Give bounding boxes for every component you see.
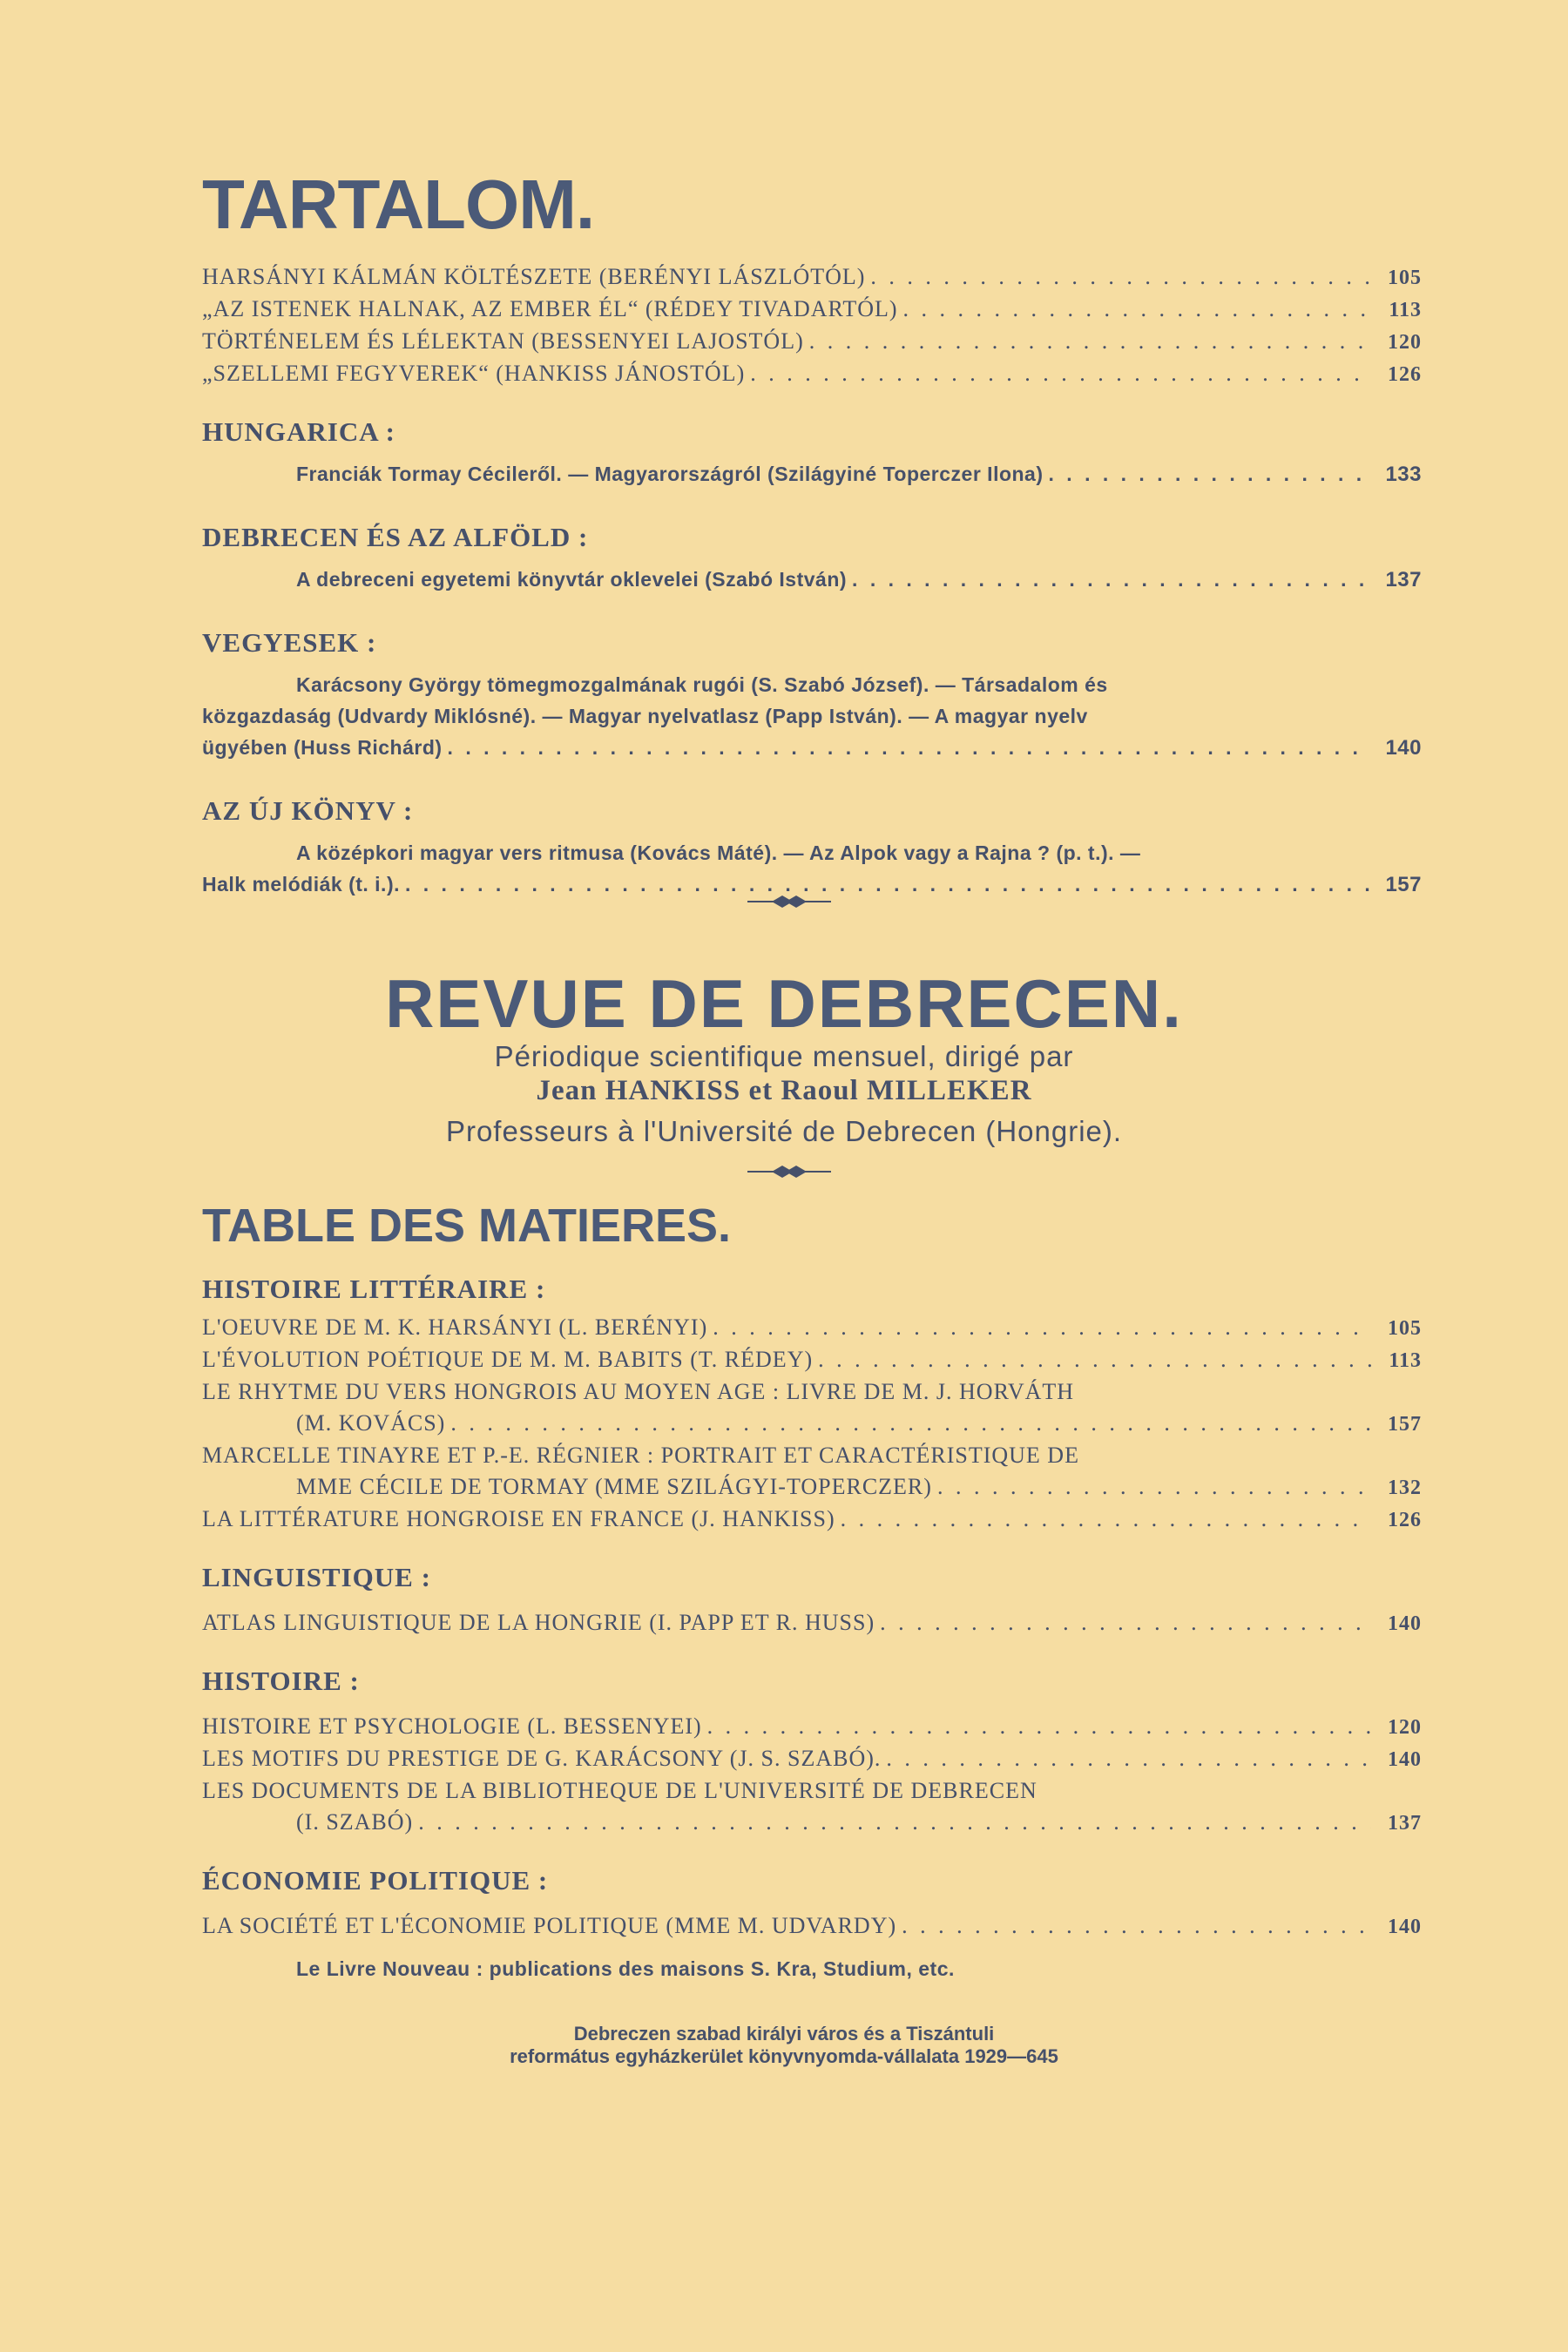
toc-entry [202, 358, 1422, 390]
vegyesek-line: közgazdaság (Udvardy Miklósné). — Magyar nyelvatlasz (Papp István). — A magyar nyelv [202, 705, 1088, 727]
entry-page: 140 [1388, 1748, 1422, 1771]
entry-page: 105 [1388, 1317, 1422, 1340]
entry-title-line: LES DOCUMENTS DE LA BIBLIOTHEQUE DE L'UNIVERSITÉ DE DEBRECEN [202, 1778, 1037, 1803]
entry-title: Franciák Tormay Cécileről. — Magyarországról (Szilágyiné Toperczer Ilona) [296, 463, 1044, 485]
livre-nouveau-label: Le Livre Nouveau : [296, 1957, 483, 1980]
toc-entry [202, 1607, 1422, 1639]
section-heading-uj-konyv: AZ ÚJ KÖNYV : [202, 795, 414, 826]
section-heading-linguistique: LINGUISTIQUE : [202, 1562, 431, 1592]
toc-entry [202, 294, 1422, 326]
toc-entry [202, 732, 1422, 764]
entry-title: LA SOCIÉTÉ ET L'ÉCONOMIE POLITIQUE (MME M. UDVARDY) [202, 1913, 897, 1938]
entry-title-line: MARCELLE TINAYRE ET P.-E. RÉGNIER : PORTRAIT ET CARACTÉRISTIQUE DE [202, 1443, 1079, 1468]
toc-entry [202, 1504, 1422, 1536]
revue-title: REVUE DE DEBRECEN. [385, 965, 1183, 1042]
uj-konyv-line: A középkori magyar vers ritmusa (Kovács Máté). — Az Alpok vagy a Rajna ? (p. t.). — [296, 841, 1141, 864]
entry-page: 120 [1388, 331, 1422, 354]
section-heading-vegyesek: VEGYESEK : [202, 627, 377, 658]
revue-affiliation: Professeurs à l'Université de Debrecen (Hongrie). [445, 1115, 1123, 1147]
entry-page: 140 [1388, 1916, 1422, 1938]
entry-title: L'OEUVRE DE M. K. HARSÁNYI (L. BERÉNYI) [202, 1315, 708, 1340]
entry-page: 120 [1388, 1716, 1422, 1739]
revue-editors: Jean HANKISS et Raoul MILLEKER [536, 1075, 1032, 1106]
toc-entry [202, 1312, 1422, 1344]
entry-page: 157 [1388, 1413, 1422, 1436]
section-heading-hungarica: HUNGARICA : [202, 416, 395, 447]
toc-entry [202, 1471, 1422, 1504]
toc-entry [202, 458, 1422, 490]
livre-nouveau-line [202, 1953, 1422, 1984]
toc-entry [202, 1408, 1422, 1440]
printer-imprint-line: Debreczen szabad királyi város és a Tiszántuli [573, 2023, 995, 2044]
toc-entry [202, 326, 1422, 358]
toc-entry [202, 564, 1422, 596]
entry-title-line: LE RHYTME DU VERS HONGROIS AU MOYEN AGE : LIVRE DE M. J. HORVÁTH [202, 1379, 1075, 1404]
entry-page: 140 [1388, 1612, 1422, 1635]
entry-title: Halk melódiák (t. i.). [202, 873, 400, 896]
entry-page: 113 [1389, 1349, 1422, 1372]
entry-title: HARSÁNYI KÁLMÁN KÖLTÉSZETE (BERÉNYI LÁSZLÓTÓL) [202, 264, 866, 289]
section-heading-histoire: HISTOIRE : [202, 1666, 360, 1696]
entry-title: LES MOTIFS DU PRESTIGE DE G. KARÁCSONY (J. S. SZABÓ). [202, 1746, 882, 1771]
entry-title: (I. SZABÓ) [296, 1809, 414, 1835]
entry-page: 126 [1388, 1509, 1422, 1531]
ornament-divider-icon [747, 894, 831, 909]
toc-entry [202, 1344, 1422, 1376]
entry-page: 126 [1388, 363, 1422, 386]
entry-title: ATLAS LINGUISTIQUE DE LA HONGRIE (I. PAPP ET R. HUSS) [202, 1610, 875, 1635]
entry-title: HISTOIRE ET PSYCHOLOGIE (L. BESSENYEI) [202, 1713, 702, 1739]
entry-page: 113 [1389, 299, 1422, 321]
toc-entry [202, 1711, 1422, 1743]
vegyesek-line: Karácsony György tömegmozgalmának rugói (S. Szabó József). — Társadalom és [296, 673, 1108, 696]
entry-title: MME CÉCILE DE TORMAY (MME SZILÁGYI-TOPERCZER) [296, 1474, 932, 1499]
entry-page: 157 [1385, 873, 1422, 896]
entry-title: A debreceni egyetemi könyvtár oklevelei (Szabó István) [296, 568, 848, 591]
toc-entry [202, 1910, 1422, 1943]
entry-page: 140 [1385, 736, 1422, 760]
section-heading-economie: ÉCONOMIE POLITIQUE : [202, 1865, 549, 1896]
toc-entry [202, 1807, 1422, 1839]
entry-title: L'ÉVOLUTION POÉTIQUE DE M. M. BABITS (T. RÉDEY) [202, 1347, 814, 1372]
entry-title: „SZELLEMI FEGYVEREK“ (HANKISS JÁNOSTÓL) [202, 361, 746, 386]
tartalom-title: TARTALOM. [202, 166, 595, 243]
entry-title: „AZ ISTENEK HALNAK, AZ EMBER ÉL“ (RÉDEY TIVADARTÓL) [202, 296, 898, 321]
entry-title: ügyében (Huss Richárd) [202, 736, 443, 759]
table-title: TABLE DES MATIERES. [202, 1200, 732, 1252]
entry-page: 105 [1388, 267, 1422, 289]
entry-page: 132 [1388, 1477, 1422, 1499]
entry-page: 133 [1385, 463, 1422, 486]
entry-title: TÖRTÉNELEM ÉS LÉLEKTAN (BESSENYEI LAJOSTÓL) [202, 328, 804, 354]
section-heading-histoire-litteraire: HISTOIRE LITTÉRAIRE : [202, 1274, 546, 1304]
entry-page: 137 [1385, 568, 1422, 591]
toc-entry [202, 261, 1422, 294]
tartalom-list [202, 261, 1422, 901]
livre-nouveau-text: publications des maisons S. Kra, Studium, etc. [489, 1957, 955, 1980]
entry-title: (M. KOVÁCS) [296, 1410, 446, 1436]
revue-subtitle: Périodique scientifique mensuel, dirigé par [494, 1040, 1074, 1072]
section-heading-debrecen: DEBRECEN ÉS AZ ALFÖLD : [202, 522, 589, 552]
entry-title: LA LITTÉRATURE HONGROISE EN FRANCE (J. HANKISS) [202, 1506, 835, 1531]
printer-imprint-line: református egyházkerület könyvnyomda-vállalata 1929—645 [510, 2045, 1058, 2067]
ornament-divider-icon [747, 1164, 831, 1179]
table-list [202, 1272, 1422, 1984]
entry-page: 137 [1388, 1812, 1422, 1835]
toc-entry [202, 1743, 1422, 1775]
